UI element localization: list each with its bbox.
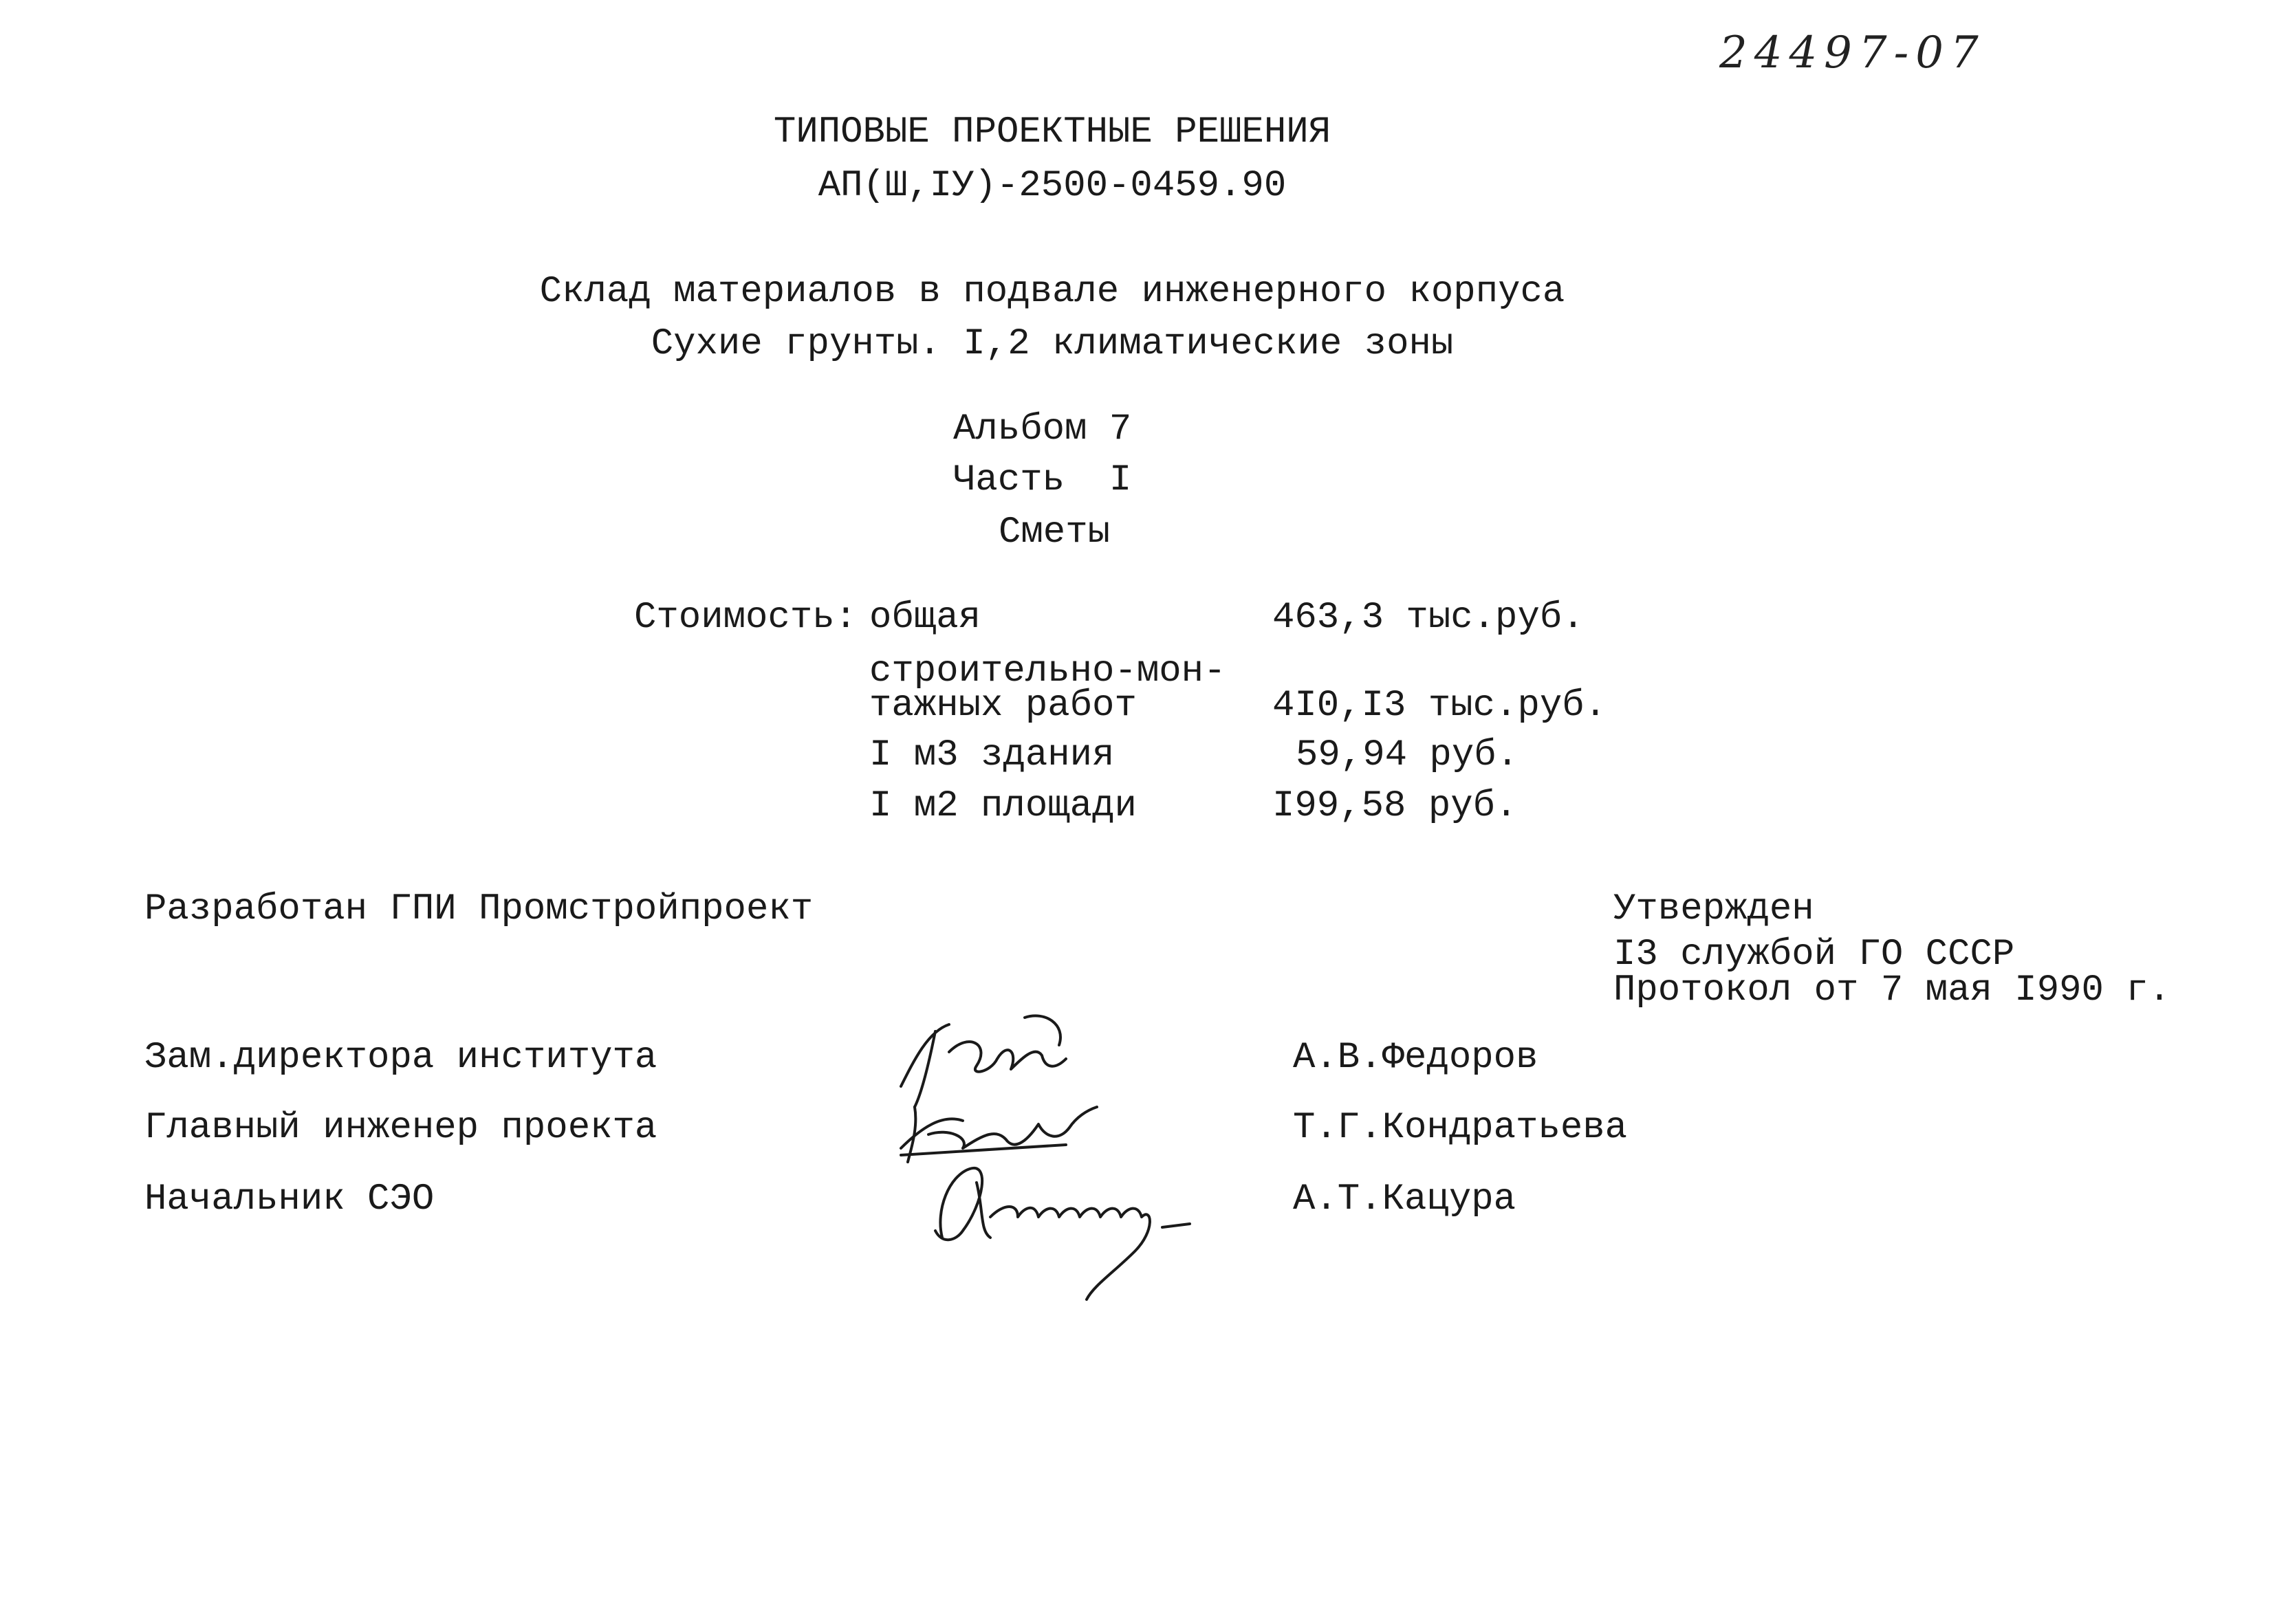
document-number: 24497-07 bbox=[1719, 28, 1985, 78]
album-part: Часть I bbox=[953, 459, 1132, 501]
subject-line-2: Сухие грунты. I,2 климатические зоны bbox=[651, 323, 1454, 365]
cost-row-name: I м3 здания bbox=[869, 734, 1115, 776]
signatory-position: Главный инженер проекта bbox=[144, 1107, 657, 1149]
approval-line: I3 службой ГО СССР bbox=[1613, 934, 2015, 976]
cost-label: Стоимость: bbox=[634, 597, 858, 639]
album-title: Сметы bbox=[999, 512, 1111, 553]
approval-line: Протокол от 7 мая I990 г. bbox=[1613, 969, 2171, 1011]
project-code: АП(Ш,IУ)-2500-0459.90 bbox=[818, 165, 1287, 207]
cost-row-name: строительно-мон- bbox=[869, 650, 1226, 692]
signatory-position: Зам.директора института bbox=[144, 1037, 657, 1079]
series-title: ТИПОВЫЕ ПРОЕКТНЫЕ РЕШЕНИЯ bbox=[773, 111, 1331, 153]
signatory-position: Начальник СЭО bbox=[144, 1178, 435, 1220]
signature-katsura bbox=[915, 1141, 1217, 1306]
signatory-name: А.В.Федоров bbox=[1293, 1037, 1538, 1079]
subject-line-1: Склад материалов в подвале инженерного корпуса bbox=[539, 271, 1565, 313]
cost-row-name: общая bbox=[869, 597, 981, 639]
cost-row-value: 463,3 тыс.руб. bbox=[1272, 597, 1585, 639]
cost-row-value: 59,94 руб. bbox=[1296, 734, 1519, 776]
cost-row-value: 4I0,I3 тыс.руб. bbox=[1272, 685, 1607, 727]
signatory-name: Т.Г.Кондратьева bbox=[1293, 1107, 1628, 1149]
cost-row-value: I99,58 руб. bbox=[1272, 785, 1518, 827]
cost-row-name: I м2 площади bbox=[869, 785, 1137, 827]
album-number: Альбом 7 bbox=[953, 408, 1132, 450]
approval-line: Утвержден bbox=[1613, 888, 1814, 930]
cost-row-name: тажных работ bbox=[869, 685, 1137, 727]
developer: Разработан ГПИ Промстройпроект bbox=[144, 888, 814, 930]
signatory-name: А.Т.Кацура bbox=[1293, 1178, 1516, 1220]
